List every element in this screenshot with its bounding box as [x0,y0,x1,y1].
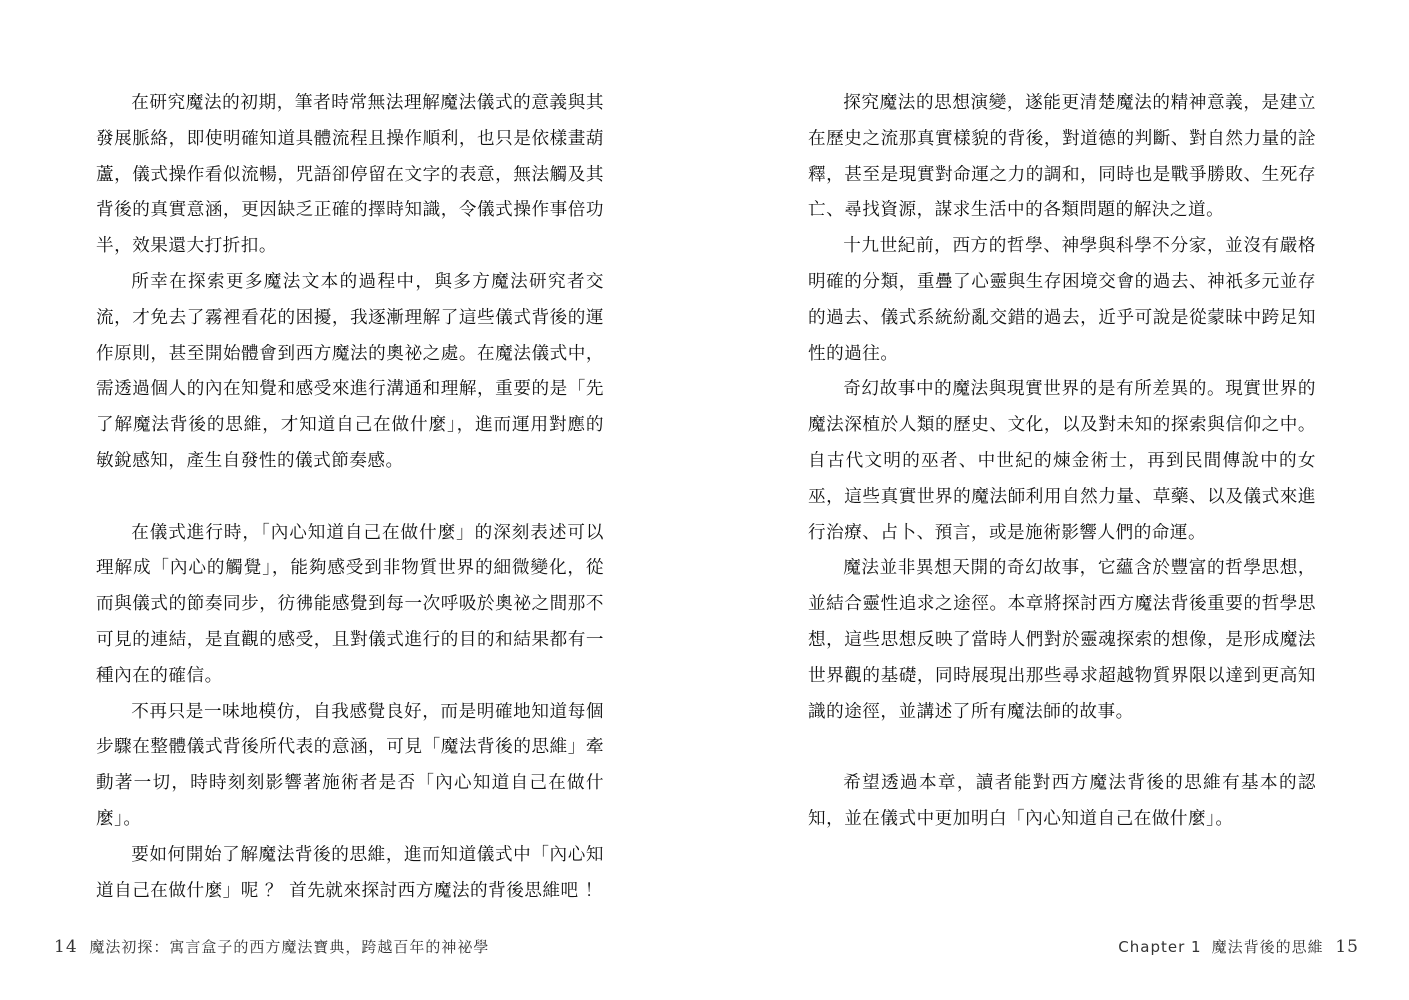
right-paragraph-1: 探究魔法的思想演變，遂能更清楚魔法的精神意義，是建立在歷史之流那真實樣貌的背後，對道德的判斷、對自然力量的詮釋，甚至是現實對命運之力的調和，同時也是戰爭勝敗、生死存亡、尋找資源，謀求生活中的各類問題的解決之道。 [808,93,1316,221]
right-body-text [808,86,1316,838]
left-paragraph-1: 在研究魔法的初期，筆者時常無法理解魔法儀式的意義與其發展脈絡，即使明確知道具體流程且操作順利，也只是依樣畫葫蘆，儀式操作看似流暢，咒語卻停留在文字的表意，無法觸及其背後的真實意涵，更因缺乏正確的擇時知識，令儀式操作事倍功半，效果還大打折扣。 [96,93,604,257]
left-paragraph-2: 所幸在探索更多魔法文本的過程中，與多方魔法研究者交流，才免去了霧裡看花的困擾，我逐漸理解了這些儀式背後的運作原則，甚至開始體會到西方魔法的奧祕之處。在魔法儀式中，需透過個人的內在知覺和感受來進行溝通和理解，重要的是「先了解魔法背後的思維，才知道自己在做什麼」，進而運用對應的敏銳感知，產生自發性的儀式節奏感。 [96,271,604,471]
section-break [96,480,604,516]
right-paragraph-5: 希望透過本章，讀者能對西方魔法背後的思維有基本的認知，並在儀式中更加明白「內心知道自己在做什麼」。 [808,773,1316,829]
left-page-number: 14 [54,937,78,957]
right-paragraph-3: 奇幻故事中的魔法與現實世界的是有所差異的。現實世界的魔法深植於人類的歷史、文化，以及對未知的探索與信仰之中。自古代文明的巫者、中世紀的煉金術士，再到民間傳說中的女巫，這些真實世界的魔法師利用自然力量、草藥、以及儀式來進行治療、占卜、預言，或是施術影響人們的命運。 [808,379,1316,543]
right-paragraph-2: 十九世紀前，西方的哲學、神學與科學不分家，並沒有嚴格明確的分類，重疊了心靈與生存困境交會的過去、神祇多元並存的過去、儀式系統紛亂交錯的過去，近乎可說是從蒙昧中跨足知性的過往。 [808,236,1316,364]
book-running-title: 魔法初探：寓言盒子的西方魔法寶典，跨越百年的神祕學 [89,938,490,956]
left-body-text [96,86,604,909]
left-footer [48,936,489,957]
left-paragraph-3: 在儀式進行時，「內心知道自己在做什麼」的深刻表述可以理解成「內心的觸覺」，能夠感受到非物質世界的細微變化，從而與儀式的節奏同步，彷彿能感覺到每一次呼吸於奧祕之間那不可見的連結，是直觀的感受，且對儀式進行的目的和結果都有一種內在的確信。 [96,522,604,686]
right-page [705,0,1409,1000]
right-page-number: 15 [1335,937,1359,957]
right-footer [1118,936,1365,957]
left-page [0,0,704,1000]
chapter-label: Chapter 1 [1118,938,1202,956]
section-break [808,730,1316,766]
chapter-title: 魔法背後的思維 [1211,938,1324,956]
right-paragraph-4: 魔法並非異想天開的奇幻故事，它蘊含於豐富的哲學思想，並結合靈性追求之途徑。本章將探討西方魔法背後重要的哲學思想，這些思想反映了當時人們對於靈魂探索的想像，是形成魔法世界觀的基礎，同時展現出那些尋求超越物質界限以達到更高知識的途徑，並講述了所有魔法師的故事。 [808,558,1316,722]
left-paragraph-4: 不再只是一味地模仿，自我感覺良好，而是明確地知道每個步驟在整體儀式背後所代表的意涵，可見「魔法背後的思維」牽動著一切，時時刻刻影響著施術者是否「內心知道自己在做什麼」。 [96,701,604,829]
left-paragraph-5: 要如何開始了解魔法背後的思維，進而知道儀式中「內心知道自己在做什麼」呢 ？ 首先就來探討西方魔法的背後思維吧 ！ [96,844,604,901]
